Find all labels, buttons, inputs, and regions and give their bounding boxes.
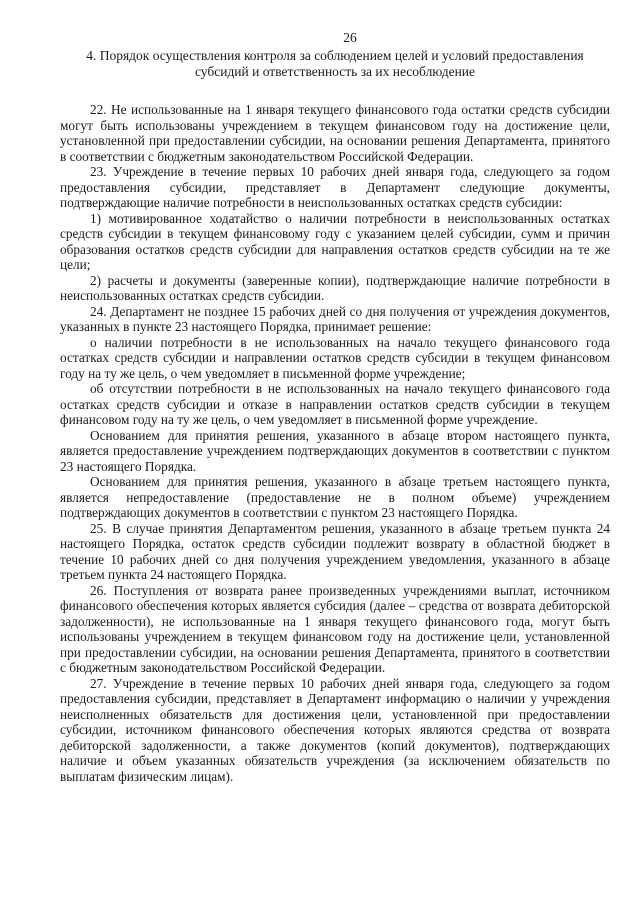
page-number: 26 <box>343 30 357 45</box>
paragraph-23-item-2: 2) расчеты и документы (заверенные копии), подтверждающие наличие потребности в неиспользованных остатках средств субсидии. <box>60 272 610 303</box>
paragraph-24-option-yes: о наличии потребности в не использованных на начало текущего финансового года остатках средств субсидии и направлении остатков средств субсидии в текущем финансовом году на ту же цель, о чем уведомляет в письменной форме учреждение; <box>60 334 610 381</box>
document-body <box>60 102 610 784</box>
paragraph-23-item-1: 1) мотивированное ходатайство о наличии потребности в неиспользованных остатках средств субсидии в текущем финансовому году с указанием целей субсидии, сумм и причин образования остатков средств субсидии для направления остатков средств субсидии на те же цели; <box>60 210 610 272</box>
paragraph-23: 23. Учреждение в течение первых 10 рабочих дней января года, следующего за годом предоставления субсидии, представляет в Департамент следующие документы, подтверждающие наличие потребности в неиспользованных остатках средств субсидии: <box>60 164 610 210</box>
paragraph-27: 27. Учреждение в течение первых 10 рабочих дней января года, следующего за годом предоставления субсидии, представляет в Департамент информацию о наличии у учреждения неисполненных обязательств для достижения цели, установленной при предоставлении субсидии, источником финансового обеспечения которых являются средства от возврата дебиторской задолженности, а также документов (копий документов), подтверждающих наличие и объем указанных обязательств учреждения (за исключением обязательств по выплатам физическим лицам). <box>60 675 610 784</box>
paragraph-26: 26. Поступления от возврата ранее произведенных учреждениями выплат, источником финансового обеспечения которых является субсидия (далее – средства от возврата дебиторской задолженности), не использованные на 1 января текущего финансового года, могут быть использованы учреждением в текущем финансовом году на достижение цели, установленной при предоставлении субсидии, на основании решения Департамента, принятого в соответствии с бюджетным законодательством Российской Федерации. <box>60 582 610 675</box>
section-title: 4. Порядок осуществления контроля за соблюдением целей и условий предоставления субсидий и ответственность за их несоблюдение <box>86 48 584 79</box>
paragraph-25: 25. В случае принятия Департаментом решения, указанного в абзаце третьем пункта 24 настоящего Порядка, остаток средств субсидии подлежит возврату в областной бюджет в течение 10 рабочих дней со дня получения учреждением уведомления, указанного в абзаце третьем пункта 24 настоящего Порядка. <box>60 520 610 582</box>
paragraph-24-option-no: об отсутствии потребности в не использованных на начало текущего финансового года остатках средств субсидии и отказе в направлении остатков средств субсидии в текущем финансовом году на ту же цель, о чем уведомляет в письменной форме учреждение. <box>60 381 610 427</box>
paragraph-24-basis-1: Основанием для принятия решения, указанного в абзаце втором настоящего пункта, является предоставление учреждением подтверждающих документов в соответствии с пунктом 23 настоящего Порядка. <box>60 427 610 474</box>
paragraph-22: 22. Не использованные на 1 января текущего финансового года остатки средств субсидии могут быть использованы учреждением в текущем финансовом году на достижение цели, установленной при предоставлении субсидии, на основании решения Департамента, принятого в соответствии с бюджетным законодательством Российской Федерации. <box>60 102 610 164</box>
paragraph-24: 24. Департамент не позднее 15 рабочих дней со дня получения от учреждения документов, указанных в пункте 23 настоящего Порядка, принимает решение: <box>60 303 610 334</box>
paragraph-24-basis-2: Основанием для принятия решения, указанного в абзаце третьем настоящего пункта, является непредоставление (предоставление не в полном объеме) учреждением подтверждающих документов в соответствии с пунктом 23 настоящего Порядка. <box>60 474 610 520</box>
